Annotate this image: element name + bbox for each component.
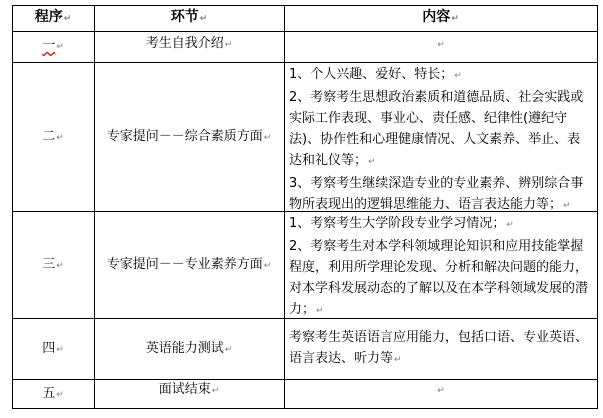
content-paragraph: 2、考察考生对本学科领域理论知识和应用技能掌握程度，利用所学理论发现、分析和解决问题的能力，对本学科发展动态的了解以及在本学科领域发展的潜力；↵ bbox=[289, 239, 589, 317]
paragraph-mark: ↵ bbox=[316, 306, 324, 316]
header-content-label: 内容 bbox=[422, 9, 451, 25]
grid-line bbox=[597, 5, 598, 409]
table-row-step bbox=[94, 62, 284, 211]
paragraph-mark: ↵ bbox=[63, 14, 72, 24]
paragraph-mark: ↵ bbox=[437, 386, 445, 396]
paragraph-mark: ↵ bbox=[199, 14, 208, 24]
table-row-step bbox=[94, 379, 284, 408]
paragraph-mark: ↵ bbox=[224, 40, 233, 50]
paragraph-mark: ↵ bbox=[506, 220, 514, 230]
paragraph-mark: ↵ bbox=[563, 201, 571, 211]
paragraph-mark: ↵ bbox=[368, 157, 376, 167]
row-order-label: 四 bbox=[42, 341, 56, 356]
row-step-label: 英语能力测试 bbox=[145, 341, 224, 356]
paragraph-mark: ↵ bbox=[263, 133, 272, 143]
paragraph-mark: ↵ bbox=[211, 386, 220, 396]
table-row-order bbox=[12, 379, 94, 408]
table-row-step bbox=[94, 31, 284, 62]
paragraph-mark: ↵ bbox=[56, 345, 64, 355]
table-row-content bbox=[284, 379, 597, 408]
table-row-content bbox=[284, 62, 597, 211]
row-order-label: 五 bbox=[42, 386, 56, 401]
row-order-label: 二 bbox=[42, 129, 56, 144]
header-step-label: 环节 bbox=[170, 9, 199, 25]
paragraph-mark: ↵ bbox=[437, 40, 445, 50]
header-order bbox=[12, 5, 94, 31]
table-row-step bbox=[94, 211, 284, 318]
paragraph-mark: ↵ bbox=[454, 71, 462, 81]
table-row-content bbox=[284, 318, 597, 379]
header-content bbox=[284, 5, 597, 31]
table-row-order bbox=[12, 62, 94, 211]
table-row-order bbox=[12, 31, 94, 62]
content-paragraph: 2、考察考生思想政治素质和道德品质、社会实践或实际工作表现、事业心、责任感、纪律性(遵纪守法)、协作性和心理健康情况、人文素养、举止、表达和礼仪等；↵ bbox=[289, 90, 584, 168]
row-step-label: 考生自我介绍 bbox=[145, 36, 224, 51]
table-row-order bbox=[12, 211, 94, 318]
paragraph-mark: ↵ bbox=[394, 355, 402, 365]
paragraph-mark: ↵ bbox=[263, 261, 272, 271]
row-step-label: 面试结束 bbox=[158, 382, 211, 397]
header-order-label: 程序 bbox=[34, 9, 63, 25]
header-step bbox=[94, 5, 284, 31]
table-row-step bbox=[94, 318, 284, 379]
grid-line bbox=[12, 408, 598, 409]
row-step-label: 专家提问－－专业素养方面 bbox=[106, 257, 263, 272]
paragraph-mark: ↵ bbox=[56, 133, 64, 143]
row-order-label: 一 bbox=[42, 38, 56, 53]
content-paragraph: 考察考生英语语言应用能力，包括口语、专业英语、语言表达、听力等↵ bbox=[289, 330, 589, 366]
paragraph-mark: ↵ bbox=[224, 345, 233, 355]
interview-procedure-table bbox=[12, 5, 598, 409]
row-order-label: 三 bbox=[42, 257, 56, 272]
paragraph-mark: ↵ bbox=[451, 14, 459, 24]
paragraph-mark: ↵ bbox=[56, 42, 64, 52]
content-paragraph: 3、考察考生继续深造专业的专业素养、辨别综合事物所表现出的逻辑思维能力、语言表达能力等；↵ bbox=[289, 176, 584, 212]
row-step-label: 专家提问－－综合素质方面 bbox=[106, 129, 263, 144]
paragraph-mark: ↵ bbox=[56, 390, 64, 400]
content-paragraph: 1、考察考生大学阶段专业学习情况；↵ bbox=[289, 216, 514, 231]
content-paragraph: 1、个人兴趣、爱好、特长；↵ bbox=[289, 67, 462, 82]
table-row-content bbox=[284, 31, 597, 62]
paragraph-mark: ↵ bbox=[56, 261, 64, 271]
table-row-content bbox=[284, 211, 597, 318]
table-row-order bbox=[12, 318, 94, 379]
